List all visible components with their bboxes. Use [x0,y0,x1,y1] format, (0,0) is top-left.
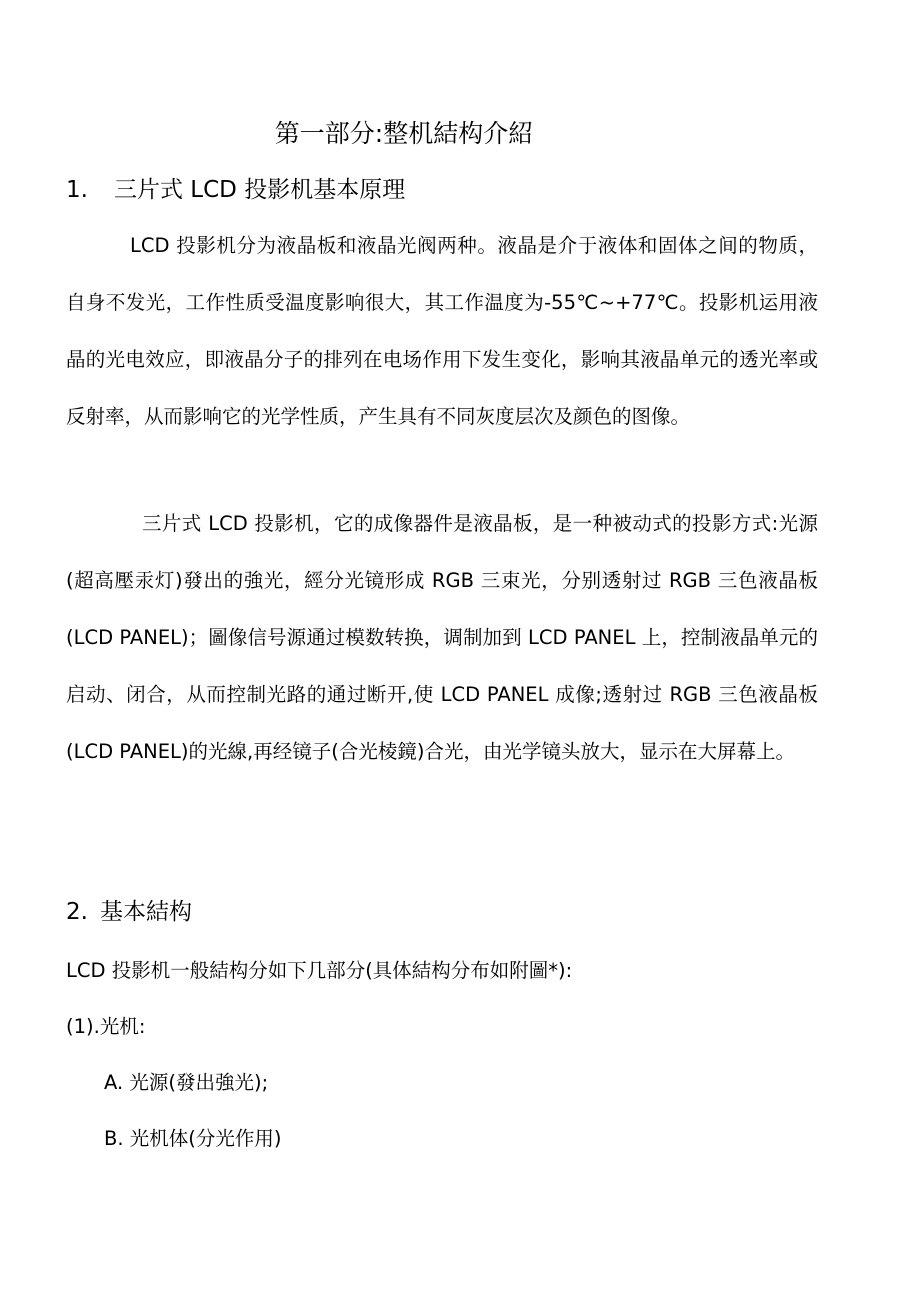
section-2-number: 2. [66,899,88,925]
section-1-paragraph-2: 三片式 LCD 投影机，它的成像器件是液晶板，是一种被动式的投影方式:光源(超高壓汞灯)發出的強光，經分光镜形成 RGB 三束光，分别透射过 RGB 三色液晶板(LCD PANEL)；圖像信号源通过模数转换，调制加到 LCD PANEL 上，控制液晶单元的启动、闭合，从而控制光路的通过断开,使 LCD PANEL 成像;透射过 RGB 三色液晶板(LCD PANEL)的光線,再经镜子(合光棱鏡)合光，由光学镜头放大，显示在大屏幕上。 [66,512,818,763]
list-item-optical-engine: (1).光机: [66,1015,146,1038]
section-1-number: 1. [66,177,88,203]
section-2-heading [66,894,192,930]
section-2-title: 基本結构 [100,899,192,925]
section-1-heading [66,172,405,208]
page-title: 第一部分:整机結构介紹 [274,119,534,148]
section-1-title: 三片式 LCD 投影机基本原理 [114,177,406,203]
section-2-intro: LCD 投影机一般結构分如下几部分(具体結构分布如附圖*): [66,959,573,982]
list-item-optical-body: B. 光机体(分光作用) [104,1127,282,1150]
section-1-paragraph-1: LCD 投影机分为液晶板和液晶光阀两种。液晶是介于液体和固体之间的物质，自身不发光，工作性质受温度影响很大，其工作温度为-55℃~+77℃。投影机运用液晶的光电效应，即液晶分子的排列在电场作用下发生变化，影响其液晶单元的透光率或反射率，从而影响它的光学性质，产生具有不同灰度层次及颜色的图像。 [66,234,818,428]
list-item-light-source: A. 光源(發出強光); [104,1071,269,1094]
